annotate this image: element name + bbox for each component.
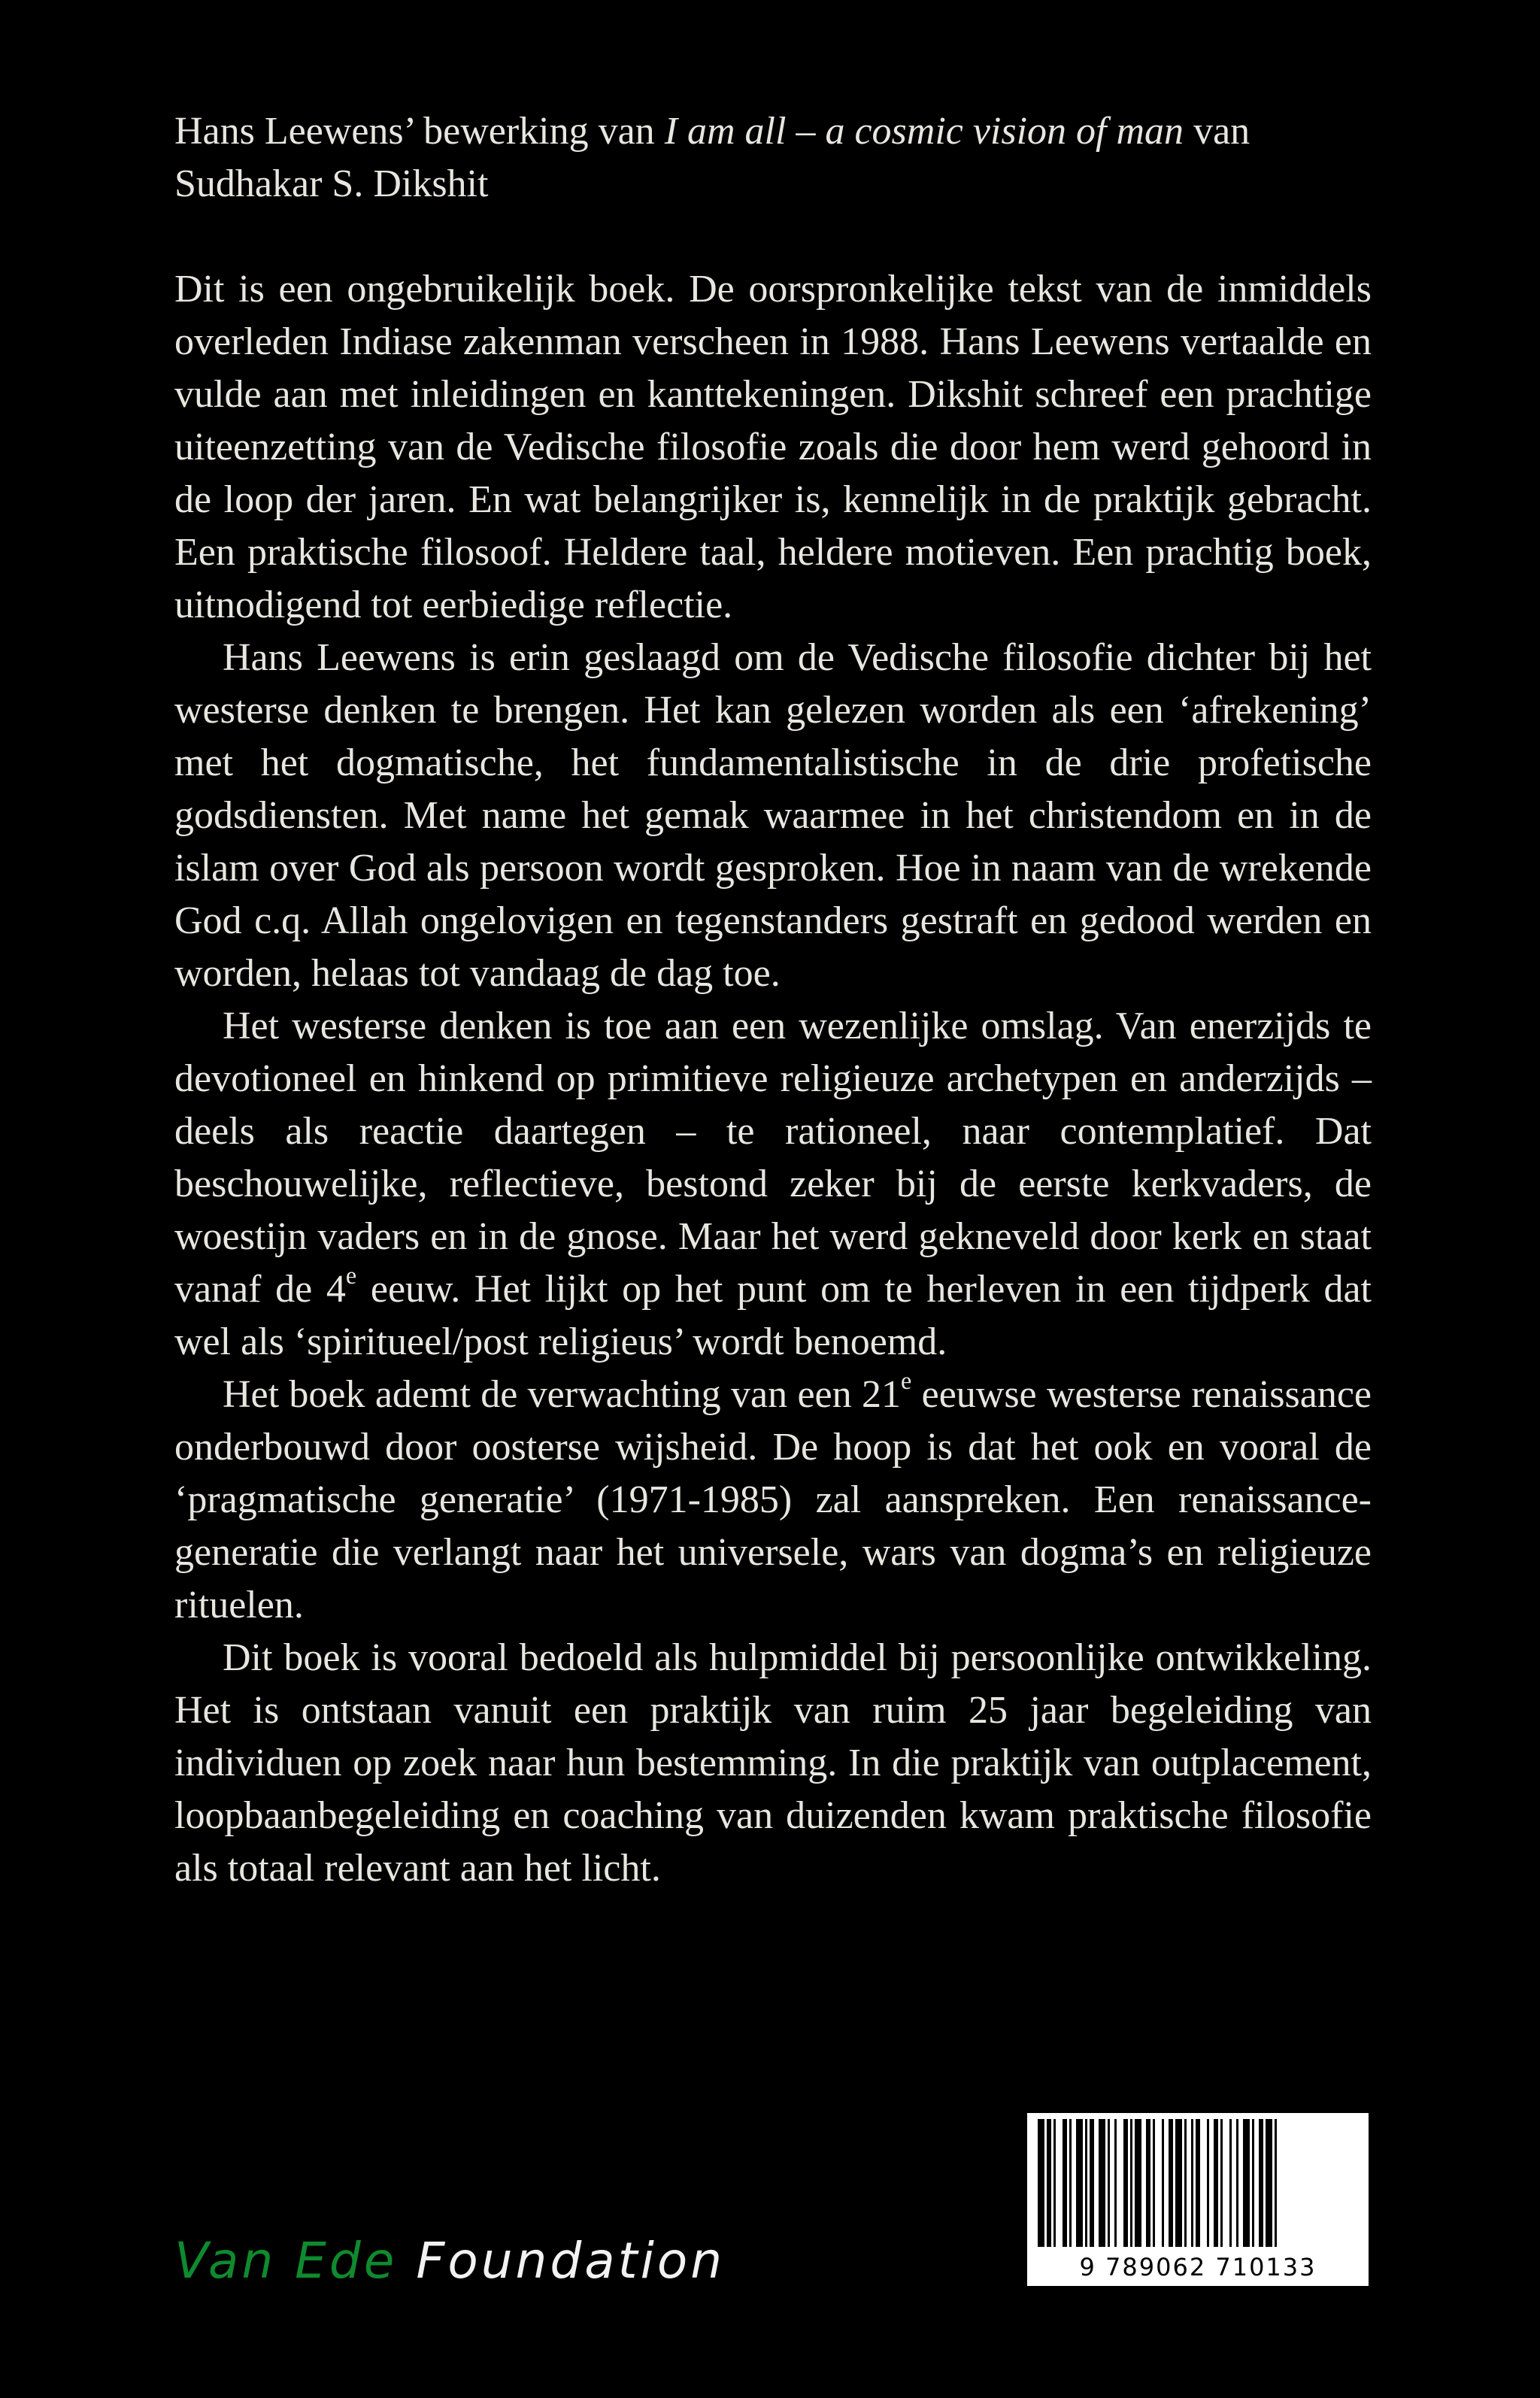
barcode-stripe [1214,2119,1218,2247]
publisher-logo [174,2232,725,2290]
paragraph-5: Dit boek is vooral bedoeld als hulpmiddel bij persoonlijke ontwikkeling. Het is ontstaan vanuit een praktijk van ruim 25 jaar begeleiding van individuen op zoek naar hun bestemming. In die praktijk van outplacement, loopbaanbegeleiding en coaching van duizenden kwam praktische filosofie als totaal relevant aan het licht. [174,1636,1372,1890]
barcode-stripe [1220,2119,1223,2247]
barcode-stripe [1275,2119,1277,2247]
barcode-stripe [1196,2119,1200,2247]
barcode-stripe [1184,2119,1187,2247]
barcode-stripe [1038,2119,1044,2247]
intro-suffix: van Sudhakar S. Dikshit [174,110,1250,205]
superscript-e: e [900,1366,912,1394]
paragraph-3-part-b: eeuw. Het lijkt op het punt om te herleven in een tijdperk dat wel als ‘spiritueel/post religieus’ wordt benoemd. [174,1268,1372,1363]
barcode-stripe [1063,2119,1067,2247]
paragraph-4-part-a: Het boek ademt de verwachting van een 21 [223,1373,901,1416]
paragraph-4 [174,1366,1372,1632]
barcode-bars [1035,2119,1361,2247]
superscript-e: e [345,1261,357,1289]
barcode-stripe [1135,2119,1141,2247]
barcode-stripe [1243,2119,1250,2247]
barcode-stripe [1175,2119,1182,2247]
isbn-barcode [1027,2113,1369,2286]
paragraph-4-part-b: eeuwse westerse renaissance onderbouwd door oosterse wijsheid. De hoop is dat het ook en vooral de ‘pragmatische generatie’ (1971-1985) zal aanspreken. Een renaissance-generatie die verlangt naar het universele, wars van dogma’s en religieuze rituelen. [174,1373,1372,1626]
barcode-stripe [1085,2119,1087,2247]
publisher-name-part2: Foundation [416,2232,726,2290]
barcode-stripe [1123,2119,1128,2247]
barcode-stripe [1099,2119,1105,2247]
barcode-stripe [1069,2119,1072,2247]
barcode-digits: 9 789062 710133 [1079,2253,1317,2281]
barcode-stripe [1252,2119,1254,2247]
paragraph-3-part-a: Het westerse denken is toe aan een wezenlijke omslag. Van enerzijds te devotioneel en hinkend op primitieve religieuze archetypen en anderzijds – deels als reactie daartegen – te rationeel, naar contemplatief. Dat beschouwelijke, reflectieve, bestond zeker bij de eerste kerkvaders, de woestijn vaders en in de gnose. Maar het werd gekneveld door kerk en staat vanaf de 4 [174,1005,1372,1311]
barcode-stripe [1236,2119,1238,2247]
barcode-stripe [1090,2119,1094,2247]
barcode-stripe [1114,2119,1117,2247]
intro-prefix: Hans Leewens’ bewerking van [174,110,655,153]
barcode-stripe [1191,2119,1193,2247]
original-title: I am all – a cosmic vision of man [664,110,1184,153]
barcode-stripe [1108,2119,1110,2247]
intro-line [174,105,1372,211]
barcode-stripe [1047,2119,1051,2247]
barcode-stripe [1259,2119,1263,2247]
barcode-stripe [1169,2119,1173,2247]
paragraph-1: Dit is een ongebruikelijk boek. De oorspronkelijke tekst van de inmiddels overleden Indiase zakenman verscheen in 1988. Hans Leewens vertaalde en vulde aan met inleidingen en kanttekeningen. Dikshit schreef een prachtige uiteenzetting van de Vedische filosofie zoals die door hem werd gehoord in de loop der jaren. En wat belangrijker is, kennelijk in de praktijk gebracht. Een praktische filosoof. Heldere taal, heldere motieven. Een prachtig boek, uitnodigend tot eerbiedige reflectie. [174,268,1372,626]
back-cover-text [174,105,1372,1895]
barcode-stripe [1229,2119,1232,2247]
barcode-stripe [1266,2119,1272,2247]
paragraph-3 [174,1000,1372,1369]
paragraph-2: Hans Leewens is erin geslaagd om de Vedische filosofie dichter bij het westerse denken te brengen. Het kan gelezen worden als een ‘afrekening’ met het dogmatische, het fundamentalistische in de drie profetische godsdiensten. Met name het gemak waarmee in het christendom en in de islam over God als persoon wordt gesproken. Hoe in naam van de wrekende God c.q. Allah ongelovigen en tegenstanders gestraft en gedood werden en worden, helaas tot vandaag de dag toe. [174,636,1372,995]
barcode-stripe [1207,2119,1209,2247]
barcode-stripe [1076,2119,1083,2247]
publisher-name-part1: Van Ede [174,2232,398,2290]
barcode-stripe [1053,2119,1056,2247]
barcode-stripe [1146,2119,1150,2247]
barcode-stripe [1130,2119,1132,2247]
barcode-stripe [1162,2119,1164,2247]
barcode-stripe [1153,2119,1155,2247]
